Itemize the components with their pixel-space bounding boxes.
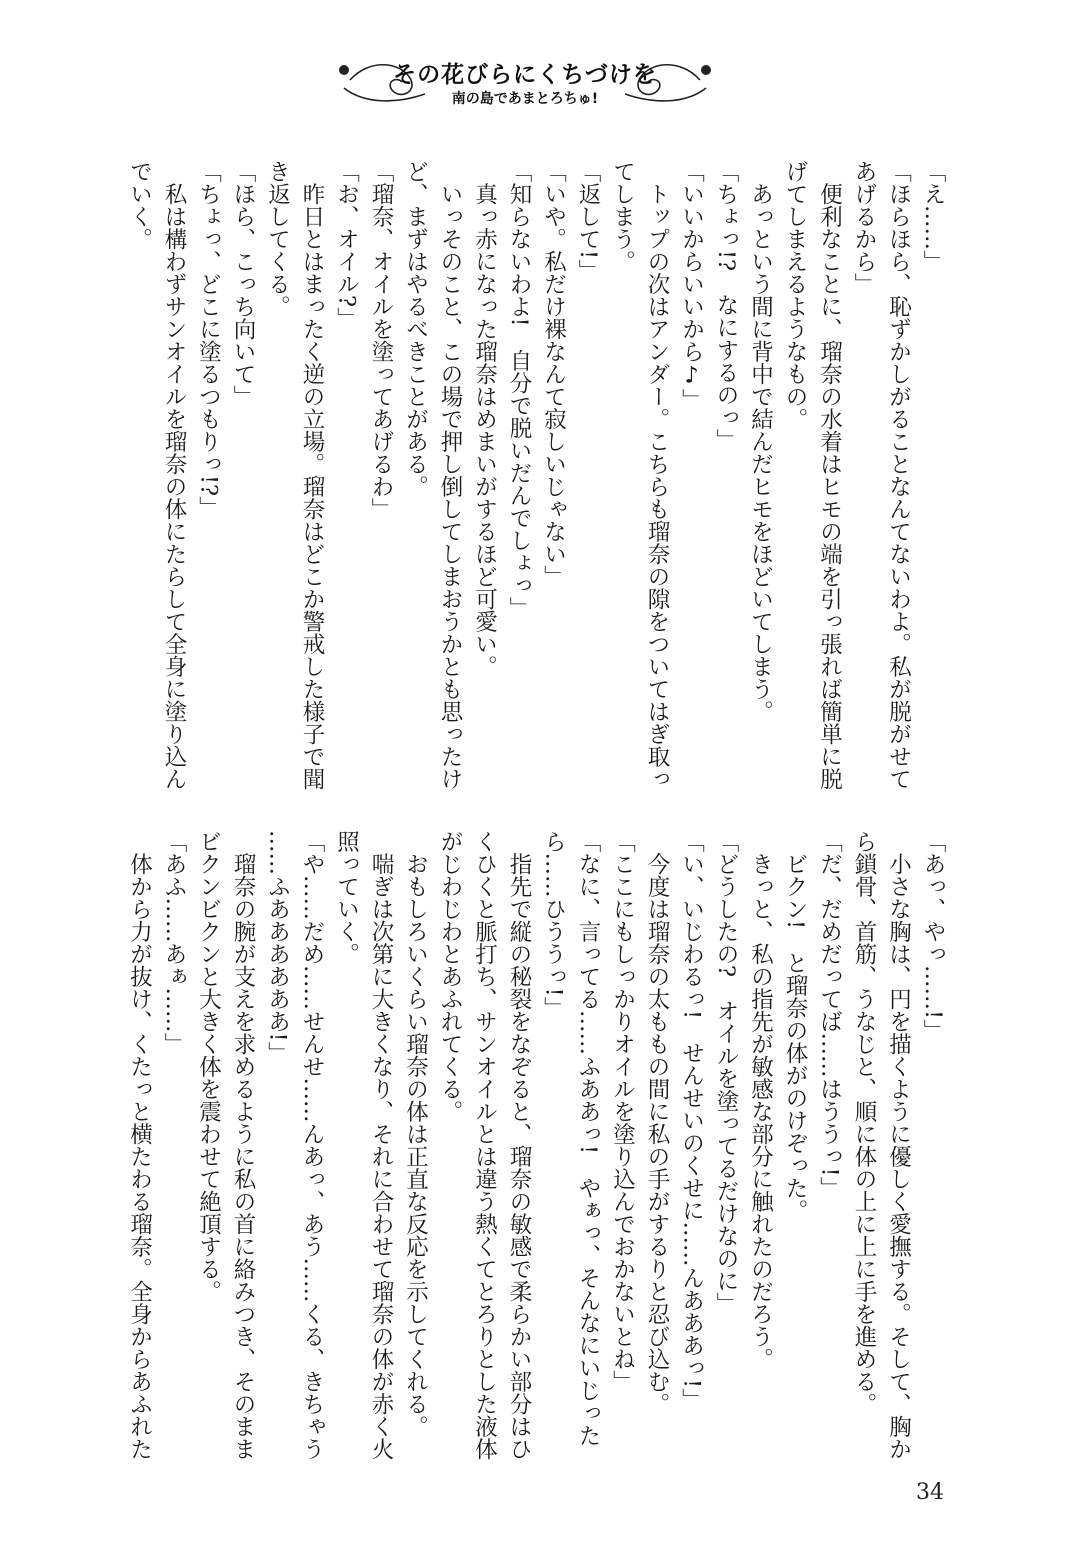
body-text-top (122, 160, 950, 790)
text-line: 「え……」 (920, 160, 946, 273)
text-line: 体から力が抜け、くたっと横たわる瑠奈。全身からあふれた (126, 830, 153, 1460)
text-line: 便利なことに、瑠奈の水着はヒモの端を引っ張れば簡単に脱 (816, 160, 843, 790)
text-line: あげるから」 (851, 160, 877, 295)
text-line: 真っ赤になった瑠奈はめまいがするほど可愛い。 (471, 160, 498, 678)
text-line: 「なに、言ってる……ふああっ! やぁっ、そんなにいじった (575, 830, 601, 1447)
text-line: あっという間に背中で結んだヒモをほどいてしまう。 (747, 160, 774, 723)
text-line: 「い、いじわるっ! せんせいのくせに……んあああっ!」 (678, 830, 705, 1411)
text-line: トップの次はアンダー。こちらも瑠奈の隙をついてはぎ取っ (644, 160, 670, 790)
text-line: 「お、オイル?」 (333, 160, 360, 330)
text-line: 「ちょっ!? なにするのっ」 (713, 160, 739, 452)
text-line: 「ちょっ、どこに塗るつもりっ!?」 (195, 160, 222, 519)
text-line: 「いいからいいから♪」 (678, 160, 705, 411)
text-line: 今度は瑠奈の太ももの間に私の手がするりと忍び込む。 (644, 830, 670, 1415)
text-line: 私は構わずサンオイルを瑠奈の体にたらして全身に塗り込ん (161, 160, 187, 790)
text-line: 照っていく。 (333, 830, 360, 965)
text-line: き返してくる。 (264, 160, 291, 318)
text-line: ど、まずはやるべきことがある。 (402, 160, 429, 498)
book-title: その花びらにくちづけを (393, 62, 657, 88)
text-line: てしまう。 (609, 160, 636, 273)
text-line: ビクンビクンと大きく体を震わせて絶頂する。 (195, 830, 222, 1303)
body-text-bottom (122, 830, 950, 1480)
text-line: 「返して!」 (575, 160, 601, 282)
text-line: くひくと脈打ち、サンオイルとは違う熱くてとろりとした液体 (471, 830, 498, 1460)
text-line: 「知らないわよ! 自分で脱いだんでしょっ」 (506, 160, 532, 620)
text-line: 「ここにもしっかりオイルを塗り込んでおかないとね」 (609, 830, 636, 1393)
text-line: 喘ぎは次第に大きくなり、それに合わせて瑠奈の体が赤く火 (368, 830, 394, 1460)
text-line: ら……ひううっ!」 (540, 830, 567, 1020)
text-line: きっと、私の指先が敏感な部分に触れたのだろう。 (747, 830, 774, 1370)
text-line: いっそのこと、この場で押し倒してしまおうかとも思ったけ (437, 160, 463, 790)
text-line: 「瑠奈、オイルを塗ってあげるわ」 (368, 160, 394, 520)
text-line: がじわじわとあふれてくる。 (437, 830, 463, 1123)
text-line: おもしろいくらい瑠奈の体は正直な反応を示してくれる。 (402, 830, 429, 1438)
text-line: 小さな胸は、円を描くように優しく愛撫する。そして、胸か (885, 830, 912, 1460)
text-line: 「ほらほら、恥ずかしがることなんてないわよ。私が脱がせて (885, 160, 912, 790)
text-line: 瑠奈の腕が支えを求めるように私の首に絡みつき、そのまま (230, 830, 256, 1460)
text-line: でいく。 (126, 160, 153, 250)
text-line: 「ほら、こっち向いて」 (230, 160, 256, 408)
text-line: 「あっ、やっ……!」 (920, 830, 946, 1042)
page-number: 34 (916, 1480, 944, 1505)
text-line: げてしまえるようなもの。 (782, 160, 808, 430)
text-line: 「や……だめ……せんせ……んあっ、あう……くる、きちゃう (299, 830, 325, 1460)
text-line: 「あふ……あぁ……」 (161, 830, 187, 1055)
page-header (330, 48, 720, 118)
text-line: 「どうしたの? オイルを塗ってるだけなのに」 (713, 830, 739, 1315)
book-subtitle: 南の島であまとろちゅ! (451, 91, 599, 107)
text-line: ら鎖骨、首筋、うなじと、順に体の上に上に手を進める。 (851, 830, 877, 1415)
text-line: 「いや。私だけ裸なんて寂しいじゃない」 (540, 160, 567, 588)
text-line: 昨日とはまったく逆の立場。瑠奈はどこか警戒した様子で聞 (299, 160, 325, 790)
text-line: 指先で縦の秘裂をなぞると、瑠奈の敏感で柔らかい部分はひ (506, 830, 532, 1460)
text-line: 「だ、だめだってば……はううっ!」 (816, 830, 843, 1200)
text-line: ……ふああああああ!」 (264, 830, 291, 1065)
text-line: ビクン! と瑠奈の体がのけぞった。 (782, 830, 808, 1222)
